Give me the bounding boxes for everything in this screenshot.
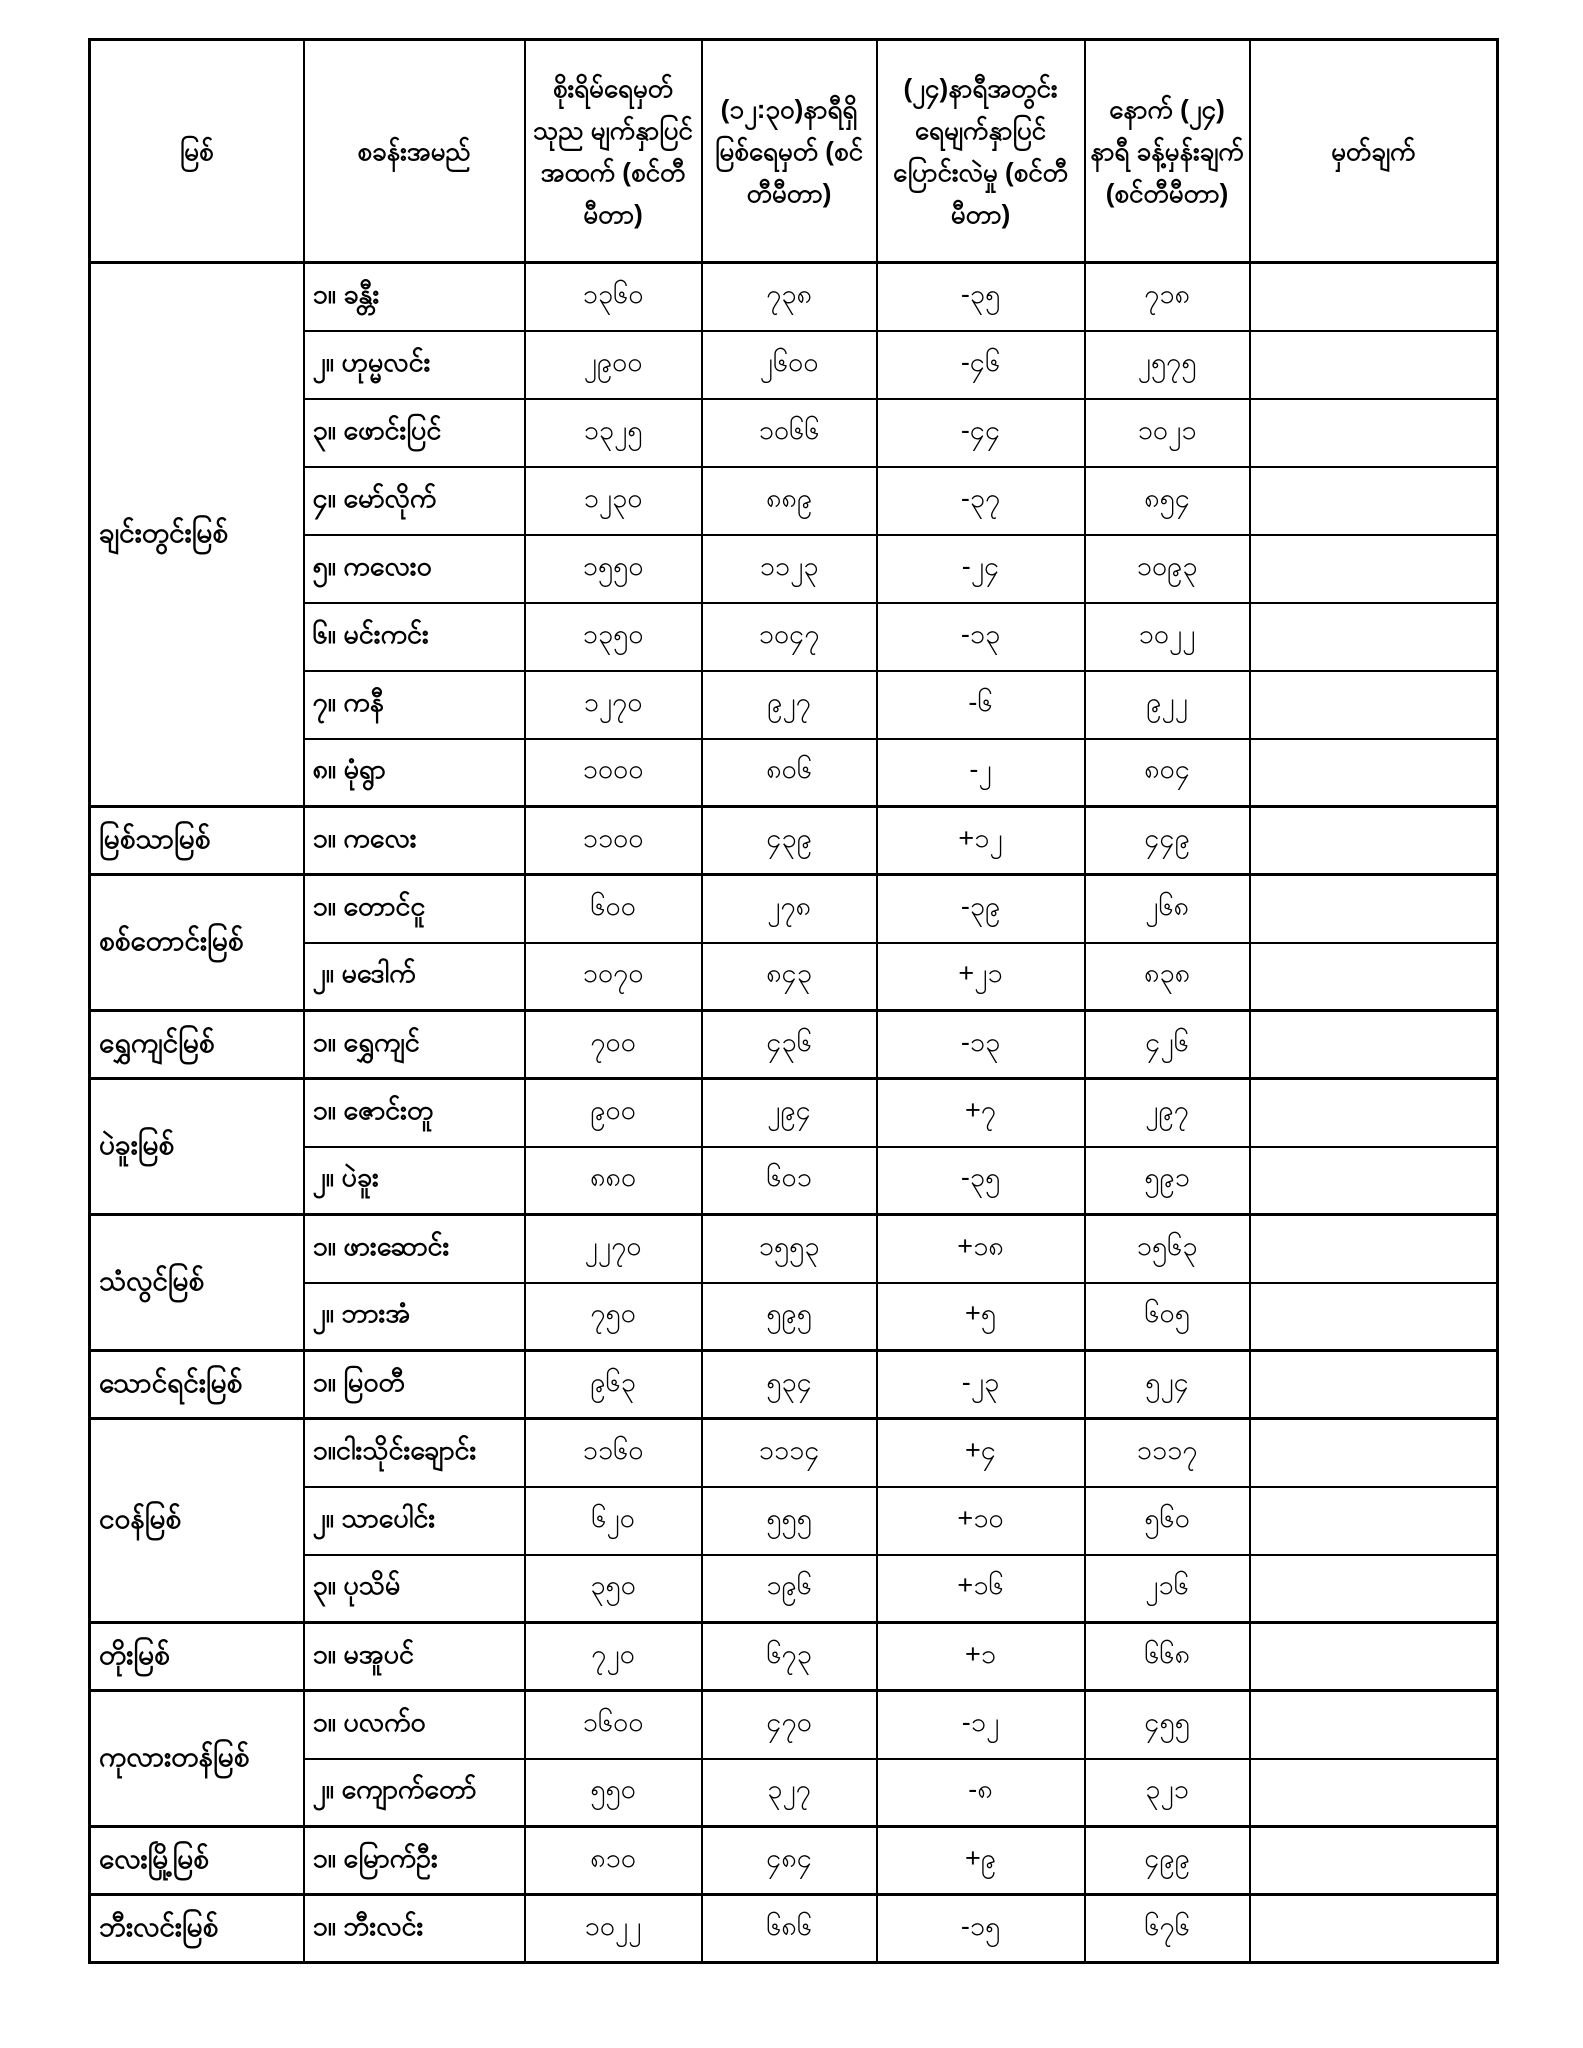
remark-cell (1250, 535, 1498, 603)
change-24h-cell: +၁၂ (877, 807, 1085, 875)
station-name-cell: ၁။ တောင်ငူ (304, 875, 525, 943)
river-name-cell: ဘီးလင်းမြစ် (90, 1895, 304, 1963)
danger-level-cell: ၈၁၀ (525, 1827, 702, 1895)
current-level-cell: ၃၂၇ (702, 1759, 877, 1827)
current-level-cell: ၇၃၈ (702, 263, 877, 331)
remark-cell (1250, 1011, 1498, 1079)
station-name-cell: ၂။ မဒေါက် (304, 943, 525, 1011)
change-24h-cell: -၂၄ (877, 535, 1085, 603)
remark-cell (1250, 1419, 1498, 1487)
forecast-cell: ၁၀၉၃ (1085, 535, 1250, 603)
danger-level-cell: ၁၀၀၀ (525, 739, 702, 807)
table-row (90, 1215, 1498, 1283)
change-24h-cell: -၁၅ (877, 1895, 1085, 1963)
forecast-cell: ၁၁၁၇ (1085, 1419, 1250, 1487)
river-name-cell: သောင်ရင်းမြစ် (90, 1351, 304, 1419)
change-24h-cell: +၄ (877, 1419, 1085, 1487)
forecast-cell: ၂၆၈ (1085, 875, 1250, 943)
current-level-cell: ၂၇၈ (702, 875, 877, 943)
current-level-cell: ၁၁၂၃ (702, 535, 877, 603)
remark-cell (1250, 1827, 1498, 1895)
forecast-cell: ၆၀၅ (1085, 1283, 1250, 1351)
remark-cell (1250, 467, 1498, 535)
current-level-cell: ၆၀၁ (702, 1147, 877, 1215)
river-name-cell: သံလွင်မြစ် (90, 1215, 304, 1351)
station-name-cell: ၁။ ဖားဆောင်း (304, 1215, 525, 1283)
header-row (90, 40, 1498, 263)
table-row (90, 263, 1498, 331)
station-name-cell: ၁။ ပလက်ဝ (304, 1691, 525, 1759)
remark-cell (1250, 671, 1498, 739)
table-row (90, 875, 1498, 943)
station-name-cell: ၂။ သာပေါင်း (304, 1487, 525, 1555)
station-name-cell: ၃။ ဖောင်းပြင် (304, 399, 525, 467)
change-24h-cell: -၄၄ (877, 399, 1085, 467)
current-level-cell: ၅၃၄ (702, 1351, 877, 1419)
danger-level-cell: ၉၆၃ (525, 1351, 702, 1419)
change-24h-cell: +၁၈ (877, 1215, 1085, 1283)
forecast-cell: ၃၂၁ (1085, 1759, 1250, 1827)
remark-cell (1250, 1895, 1498, 1963)
current-level-cell: ၄၈၄ (702, 1827, 877, 1895)
forecast-cell: ၅၆၀ (1085, 1487, 1250, 1555)
forecast-cell: ၈၀၄ (1085, 739, 1250, 807)
current-level-cell: ၅၅၅ (702, 1487, 877, 1555)
current-level-cell: ၁၀၄၇ (702, 603, 877, 671)
remark-cell (1250, 1759, 1498, 1827)
change-24h-cell: -၂ (877, 739, 1085, 807)
river-name-cell: ရွှေကျင်မြစ် (90, 1011, 304, 1079)
table-body (90, 263, 1498, 1963)
station-name-cell: ၁။ ရွှေကျင် (304, 1011, 525, 1079)
forecast-cell: ၄၅၅ (1085, 1691, 1250, 1759)
forecast-cell: ၅၂၄ (1085, 1351, 1250, 1419)
current-level-cell: ၂၉၄ (702, 1079, 877, 1147)
station-name-cell: ၁။ ခန္တီး (304, 263, 525, 331)
forecast-cell: ၁၀၂၁ (1085, 399, 1250, 467)
forecast-cell: ၇၁၈ (1085, 263, 1250, 331)
header-current-level: (၁၂:၃၀)နာရီရှိ မြစ်ရေမှတ် (စင်တီမီတာ) (702, 40, 877, 263)
change-24h-cell: -၃၅ (877, 263, 1085, 331)
current-level-cell: ၈၈၉ (702, 467, 877, 535)
river-name-cell: စစ်တောင်းမြစ် (90, 875, 304, 1011)
change-24h-cell: -၁၂ (877, 1691, 1085, 1759)
remark-cell (1250, 1351, 1498, 1419)
remark-cell (1250, 739, 1498, 807)
remark-cell (1250, 1555, 1498, 1623)
station-name-cell: ၄။ မော်လိုက် (304, 467, 525, 535)
current-level-cell: ၄၃၉ (702, 807, 877, 875)
station-name-cell: ၁။ငါးသိုင်းချောင်း (304, 1419, 525, 1487)
station-name-cell: ၂။ ပဲခူး (304, 1147, 525, 1215)
danger-level-cell: ၂၂၇၀ (525, 1215, 702, 1283)
current-level-cell: ၉၂၇ (702, 671, 877, 739)
table-row (90, 1079, 1498, 1147)
danger-level-cell: ၈၈၀ (525, 1147, 702, 1215)
forecast-cell: ၆၆၈ (1085, 1623, 1250, 1691)
header-danger-level: စိုးရိမ်ရေမှတ် သုည မျက်နှာပြင် အထက် (စင်တီမီတာ) (525, 40, 702, 263)
forecast-cell: ၂၅၇၅ (1085, 331, 1250, 399)
forecast-cell: ၉၂၂ (1085, 671, 1250, 739)
table-row (90, 1419, 1498, 1487)
river-name-cell: မြစ်သာမြစ် (90, 807, 304, 875)
change-24h-cell: +၁၆ (877, 1555, 1085, 1623)
station-name-cell: ၂။ ကျောက်တော် (304, 1759, 525, 1827)
station-name-cell: ၁။ မြောက်ဦး (304, 1827, 525, 1895)
danger-level-cell: ၇၀၀ (525, 1011, 702, 1079)
forecast-cell: ၅၉၁ (1085, 1147, 1250, 1215)
current-level-cell: ၅၉၅ (702, 1283, 877, 1351)
table-row (90, 1011, 1498, 1079)
station-name-cell: ၅။ ကလေးဝ (304, 535, 525, 603)
forecast-cell: ၈၃၈ (1085, 943, 1250, 1011)
danger-level-cell: ၅၅၀ (525, 1759, 702, 1827)
river-name-cell: လေးမြို့မြစ် (90, 1827, 304, 1895)
header-24h-change: (၂၄)နာရီအတွင်း ရေမျက်နှာပြင် ပြောင်းလဲမှု (စင်တီမီတာ) (877, 40, 1085, 263)
current-level-cell: ၄၃၆ (702, 1011, 877, 1079)
change-24h-cell: -၁၃ (877, 603, 1085, 671)
danger-level-cell: ၂၉၀၀ (525, 331, 702, 399)
change-24h-cell: +၁၀ (877, 1487, 1085, 1555)
station-name-cell: ၁။ မအူပင် (304, 1623, 525, 1691)
river-name-cell: ငဝန်မြစ် (90, 1419, 304, 1623)
danger-level-cell: ၁၂၇၀ (525, 671, 702, 739)
current-level-cell: ၈၀၆ (702, 739, 877, 807)
remark-cell (1250, 1215, 1498, 1283)
danger-level-cell: ၆၀၀ (525, 875, 702, 943)
remark-cell (1250, 399, 1498, 467)
remark-cell (1250, 331, 1498, 399)
forecast-cell: ၄၉၉ (1085, 1827, 1250, 1895)
header-station: စခန်းအမည် (304, 40, 525, 263)
change-24h-cell: -၆ (877, 671, 1085, 739)
remark-cell (1250, 263, 1498, 331)
change-24h-cell: +၇ (877, 1079, 1085, 1147)
remark-cell (1250, 1623, 1498, 1691)
danger-level-cell: ၁၅၅၀ (525, 535, 702, 603)
table-row (90, 1351, 1498, 1419)
change-24h-cell: -၈ (877, 1759, 1085, 1827)
forecast-cell: ၆၇၆ (1085, 1895, 1250, 1963)
station-name-cell: ၃။ ပုသိမ် (304, 1555, 525, 1623)
remark-cell (1250, 1079, 1498, 1147)
current-level-cell: ၆၈၆ (702, 1895, 877, 1963)
change-24h-cell: -၃၅ (877, 1147, 1085, 1215)
station-name-cell: ၂။ ဘားအံ (304, 1283, 525, 1351)
river-name-cell: ပဲခူးမြစ် (90, 1079, 304, 1215)
change-24h-cell: +၂၁ (877, 943, 1085, 1011)
danger-level-cell: ၁၂၃၀ (525, 467, 702, 535)
change-24h-cell: -၁၃ (877, 1011, 1085, 1079)
forecast-cell: ၁၅၆၃ (1085, 1215, 1250, 1283)
remark-cell (1250, 943, 1498, 1011)
current-level-cell: ၆၇၃ (702, 1623, 877, 1691)
forecast-cell: ၂၁၆ (1085, 1555, 1250, 1623)
current-level-cell: ၁၀၆၆ (702, 399, 877, 467)
remark-cell (1250, 1147, 1498, 1215)
station-name-cell: ၇။ ကနီ (304, 671, 525, 739)
change-24h-cell: +၅ (877, 1283, 1085, 1351)
forecast-cell: ၈၅၄ (1085, 467, 1250, 535)
forecast-cell: ၁၀၂၂ (1085, 603, 1250, 671)
danger-level-cell: ၁၃၅၀ (525, 603, 702, 671)
danger-level-cell: ၁၃၆၀ (525, 263, 702, 331)
station-name-cell: ၂။ ဟုမ္မလင်း (304, 331, 525, 399)
danger-level-cell: ၁၁၆၀ (525, 1419, 702, 1487)
table-row (90, 1623, 1498, 1691)
current-level-cell: ၈၄၃ (702, 943, 877, 1011)
table-row (90, 1691, 1498, 1759)
danger-level-cell: ၆၂၀ (525, 1487, 702, 1555)
remark-cell (1250, 1283, 1498, 1351)
station-name-cell: ၈။ မုံရွာ (304, 739, 525, 807)
remark-cell (1250, 875, 1498, 943)
header-river: မြစ် (90, 40, 304, 263)
forecast-cell: ၄၂၆ (1085, 1011, 1250, 1079)
danger-level-cell: ၁၀၇၀ (525, 943, 702, 1011)
header-remark: မှတ်ချက် (1250, 40, 1498, 263)
station-name-cell: ၁။ ကလေး (304, 807, 525, 875)
danger-level-cell: ၁၀၂၂ (525, 1895, 702, 1963)
danger-level-cell: ၃၅၀ (525, 1555, 702, 1623)
table-row (90, 807, 1498, 875)
river-name-cell: ချင်းတွင်းမြစ် (90, 263, 304, 807)
table-row (90, 1895, 1498, 1963)
header-forecast: နောက် (၂၄) နာရီ ခန့်မှန်းချက် (စင်တီမီတာ) (1085, 40, 1250, 263)
change-24h-cell: -၃၇ (877, 467, 1085, 535)
river-name-cell: တိုးမြစ် (90, 1623, 304, 1691)
river-name-cell: ကုလားတန်မြစ် (90, 1691, 304, 1827)
station-name-cell: ၁။ မြဝတီ (304, 1351, 525, 1419)
danger-level-cell: ၇၅၀ (525, 1283, 702, 1351)
forecast-cell: ၄၄၉ (1085, 807, 1250, 875)
danger-level-cell: ၁၆၀၀ (525, 1691, 702, 1759)
current-level-cell: ၁၅၅၃ (702, 1215, 877, 1283)
danger-level-cell: ၁၃၂၅ (525, 399, 702, 467)
change-24h-cell: +၉ (877, 1827, 1085, 1895)
danger-level-cell: ၉၀၀ (525, 1079, 702, 1147)
remark-cell (1250, 1487, 1498, 1555)
forecast-cell: ၂၉၇ (1085, 1079, 1250, 1147)
change-24h-cell: -၃၉ (877, 875, 1085, 943)
danger-level-cell: ၇၂၀ (525, 1623, 702, 1691)
table-row (90, 1827, 1498, 1895)
remark-cell (1250, 807, 1498, 875)
current-level-cell: ၁၉၆ (702, 1555, 877, 1623)
remark-cell (1250, 603, 1498, 671)
water-level-table (88, 38, 1499, 1964)
remark-cell (1250, 1691, 1498, 1759)
danger-level-cell: ၁၁၀၀ (525, 807, 702, 875)
current-level-cell: ၁၁၁၄ (702, 1419, 877, 1487)
current-level-cell: ၂၆၀၀ (702, 331, 877, 399)
station-name-cell: ၁။ ဇောင်းတူ (304, 1079, 525, 1147)
station-name-cell: ၆။ မင်းကင်း (304, 603, 525, 671)
change-24h-cell: +၁ (877, 1623, 1085, 1691)
change-24h-cell: -၄၆ (877, 331, 1085, 399)
station-name-cell: ၁။ ဘီးလင်း (304, 1895, 525, 1963)
change-24h-cell: -၂၃ (877, 1351, 1085, 1419)
current-level-cell: ၄၇၀ (702, 1691, 877, 1759)
